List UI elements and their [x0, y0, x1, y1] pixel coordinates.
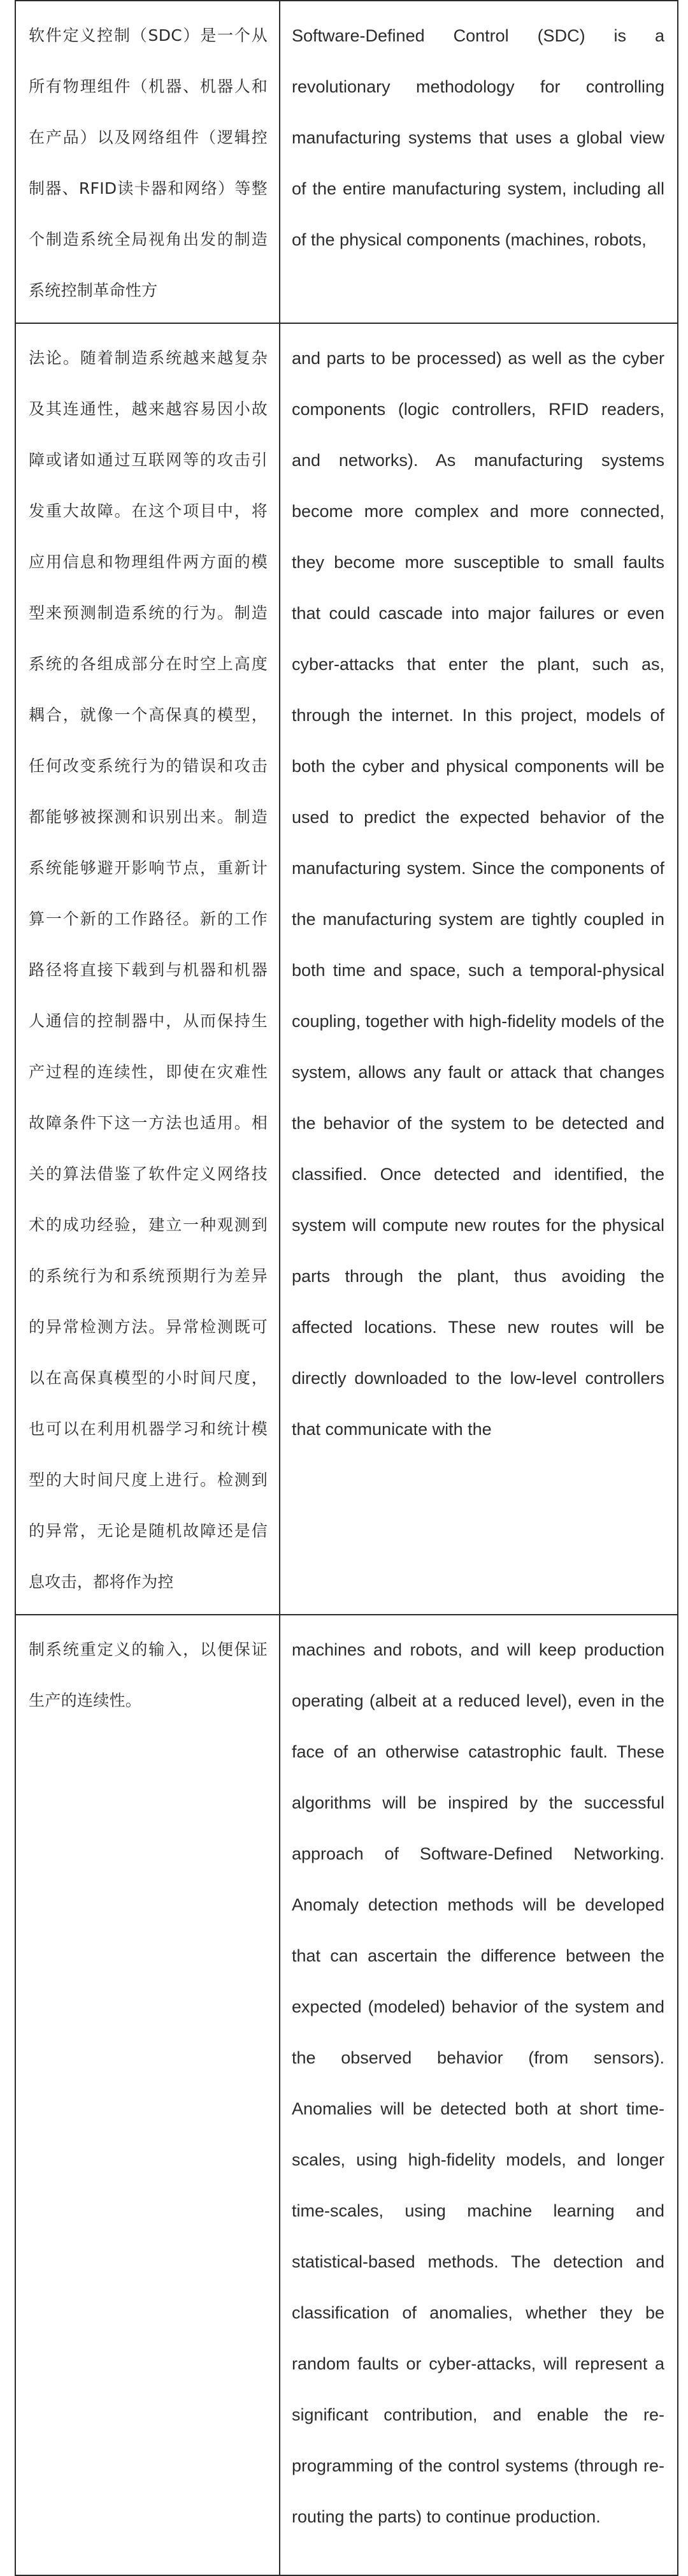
chinese-cell [15, 323, 280, 1615]
english-cell [280, 1, 678, 323]
english-cell [280, 1615, 678, 2575]
chinese-paragraph: 法论。随着制造系统越来越复杂及其连通性，越来越容易因小故障或诸如通过互联网等的攻击引发重大故障。在这个项目中，将应用信息和物理组件两方面的模型来预测制造系统的行为。制造系统的各组成部分在时空上高度耦合，就像一个高保真的模型，任何改变系统行为的错误和攻击都能够被探测和识别出来。制造系统能够避开影响节点，重新计算一个新的工作路径。新的工作路径将直接下载到与机器和机器人通信的控制器中，从而保持生产过程的连续性，即使在灾难性故障条件下这一方法也适用。相关的算法借鉴了软件定义网络技术的成功经验，建立一种观测到的系统行为和系统预期行为差异的异常检测方法。异常检测既可以在高保真模型的小时间尺度，也可以在利用机器学习和统计模型的大时间尺度上进行。检测到的异常，无论是随机故障还是信息攻击，都将作为控 [29, 349, 268, 1591]
english-cell [280, 323, 678, 1615]
table-row [15, 323, 678, 1615]
bilingual-table [15, 0, 678, 2576]
chinese-paragraph: 制系统重定义的输入，以便保证生产的连续性。 [29, 1640, 268, 1710]
english-paragraph: machines and robots, and will keep production operating (albeit at a reduced level), even in the face of an otherwise catastrophic fault. These algorithms will be inspired by the successful approach of Software-Defined Networking. Anomaly detection methods will be developed that can ascertain the difference between the expected (modeled) behavior of the system and the observed behavior (from sensors). Anomalies will be detected both at short time-scales, using high-fidelity models, and longer time-scales, using machine learning and statistical-based methods. The detection and classification of anomalies, whether they be random faults or cyber-attacks, will represent a significant contribution, and enable the re-programming of the control systems (through re-routing the parts) to continue production. [292, 1640, 664, 2526]
table-row [15, 1615, 678, 2575]
english-paragraph: Software-Defined Control (SDC) is a revolutionary methodology for controlling manufacturing systems that uses a global view of the entire manufacturing system, including all of the physical components (machines, robots, [292, 26, 664, 249]
table-row [15, 1, 678, 323]
chinese-paragraph: 软件定义控制（SDC）是一个从所有物理组件（机器、机器人和在产品）以及网络组件（逻辑控制器、RFID读卡器和网络）等整个制造系统全局视角出发的制造系统控制革命性方 [29, 26, 268, 300]
chinese-cell [15, 1, 280, 323]
chinese-cell [15, 1615, 280, 2575]
english-paragraph: and parts to be processed) as well as the cyber components (logic controllers, RFID readers, and networks). As manufacturing systems become more complex and more connected, they become more susceptible to small faults that could cascade into major failures or even cyber-attacks that enter the plant, such as, through the internet. In this project, models of both the cyber and physical components will be used to predict the expected behavior of the manufacturing system. Since the components of the manufacturing system are tightly coupled in both time and space, such a temporal-physical coupling, together with high-fidelity models of the system, allows any fault or attack that changes the behavior of the system to be detected and classified. Once detected and identified, the system will compute new routes for the physical parts through the plant, thus avoiding the affected locations. These new routes will be directly downloaded to the low-level controllers that communicate with the [292, 349, 664, 1439]
